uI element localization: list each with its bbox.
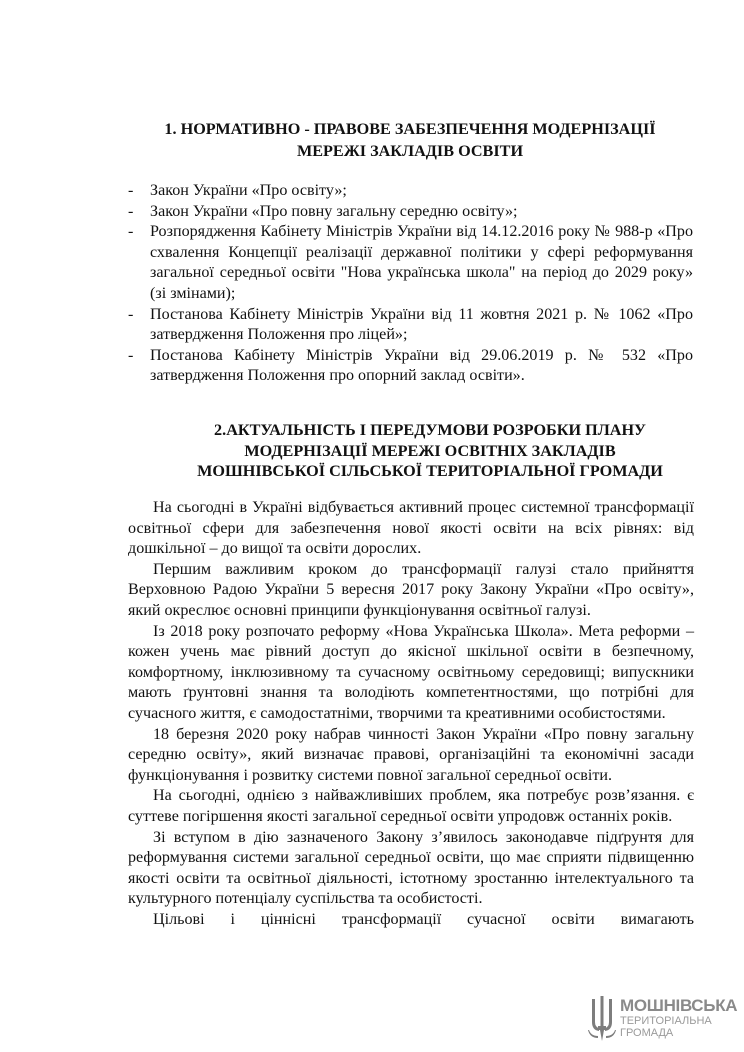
list-item	[128, 181, 693, 202]
bullet-dash: -	[128, 223, 134, 241]
section2-heading-line2: МОДЕРНІЗАЦІЇ МЕРЕЖІ ОСВІТНІХ ЗАКЛАДІВ	[244, 441, 616, 460]
list-item-text: Закон України «Про освіту»;	[150, 182, 347, 199]
trident-emblem-icon	[588, 996, 616, 1042]
logo-brand-text: МОШНІВСЬКА	[620, 996, 738, 1015]
paragraph: На сьогодні, однією з найважливіших проблем, яка потребує розв’язання. є суттеве погіршення якості загальної середньої освіти упродовж останніх років.	[128, 787, 694, 825]
community-logo	[588, 996, 738, 1044]
logo-subtitle-line1: ТЕРИТОРІАЛЬНА	[620, 1015, 712, 1027]
section1-heading-line2: МЕРЕЖІ ЗАКЛАДІВ ОСВІТИ	[296, 142, 524, 160]
list-item	[128, 305, 693, 346]
legal-basis-list	[128, 181, 693, 387]
list-item-text: Постанова Кабінету Міністрів України від 11 жовтня 2021 р. № 1062 «Про затвердження Положення про ліцей»;	[150, 305, 693, 344]
list-item	[128, 202, 693, 223]
paragraph: Першим важливим кроком до трансформації галузі стало прийняття Верховною Радою України 5 вересня 2017 року Закону України «Про освіту», який окреслює основні принципи функціонування освітньої галузі.	[128, 560, 694, 619]
section2-heading-line3: МОШНІВСЬКОЇ СІЛЬСЬКОЇ ТЕРИТОРІАЛЬНОЇ ГРОМАДИ	[197, 462, 663, 481]
section2-heading	[150, 420, 710, 482]
paragraph: Із 2018 року розпочато реформу «Нова Українська Школа». Мета реформи – кожен учень має рівний доступ до якісної шкільної освіти в безпечному, комфортному, інклюзивному та сучасному освітньому середовищі; випускники мають ґрунтовні знання та володіють компетентностями, що потрібні для сучасного життя, є самодостатніми, творчими та креативними особистостями.	[128, 622, 694, 722]
list-item-text: Постанова Кабінету Міністрів України від 29.06.2019 р. № 532 «Про затвердження Положення про опорний заклад освіти».	[150, 346, 693, 385]
list-item	[128, 346, 693, 387]
section1-heading-line1: 1. НОРМАТИВНО - ПРАВОВЕ ЗАБЕЗПЕЧЕННЯ МОДЕРНІЗАЦІЇ	[164, 120, 656, 138]
section2-body	[128, 498, 694, 930]
section2-heading-line1: 2.АКТУАЛЬНІСТЬ І ПЕРЕДУМОВИ РОЗРОБКИ ПЛАНУ	[214, 421, 646, 439]
paragraph: На сьогодні в Україні відбувається активний процес системної трансформації освітньої сфери для забезпечення нової якості освіти на всіх рівнях: від дошкільної – до вищої та освіти дорослих.	[128, 499, 694, 558]
paragraph: 18 березня 2020 року набрав чинності Закон України «Про повну загальну середню освіту», який визначає правові, організаційні та економічні засади функціонування і розвитку системи повної загальної середньої освіти.	[128, 725, 694, 784]
bullet-dash: -	[128, 202, 134, 220]
logo-subtitle	[620, 1015, 712, 1039]
bullet-dash: -	[128, 182, 134, 199]
bullet-dash: -	[128, 305, 134, 323]
list-item-text: Розпорядження Кабінету Міністрів України від 14.12.2016 року № 988-р «Про схвалення Концепції реалізації державної політики у сфері реформування загальної середньої освіти "Нова українська школа" на період до 2029 року» (зі змінами);	[150, 223, 693, 302]
list-item-text: Закон України «Про повну загальну середню освіту»;	[150, 202, 518, 220]
logo-subtitle-line2: ГРОМАДА	[620, 1027, 674, 1039]
paragraph: Цільові і ціннісні трансформації сучасної освіти вимагають	[153, 910, 694, 928]
list-item	[128, 222, 693, 304]
section1-heading	[120, 118, 700, 162]
bullet-dash: -	[128, 346, 134, 364]
paragraph: Зі вступом в дію зазначеного Закону з’явилось законодавче підґрунтя для реформування системи загальної середньої освіти, що має сприяти підвищенню якості освіти та освітньої діяльності, істотному зростанню інтелектуального та культурного потенціалу суспільства та особистості.	[128, 828, 694, 908]
